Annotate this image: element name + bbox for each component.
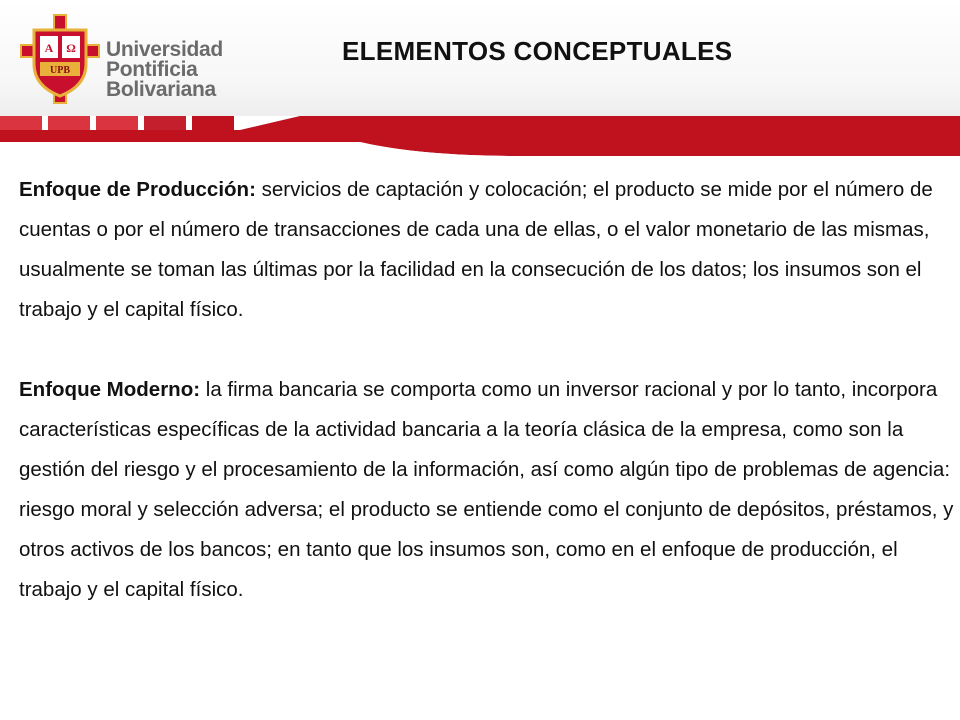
slide-header — [0, 0, 960, 116]
university-name-line-3: Bolivariana — [106, 78, 216, 101]
university-name-line-1: Universidad — [106, 38, 223, 61]
paragraph-enfoque-moderno — [19, 370, 954, 610]
shield-text: UPB — [50, 65, 70, 76]
slide-body — [19, 170, 954, 650]
paragraph-enfoque-produccion — [19, 170, 954, 330]
header-red-band — [0, 116, 960, 156]
term-enfoque-produccion: Enfoque de Producción: — [19, 178, 256, 201]
slide-title: ELEMENTOS CONCEPTUALES — [342, 36, 733, 66]
definition-enfoque-moderno: la firma bancaria se comporta como un inversor racional y por lo tanto, incorpora características específicas de la actividad bancaria a la teoría clásica de la empresa, como son la gestión del riesgo y el procesamiento de la información, así como algún tipo de problemas de agencia: riesgo moral y selección adversa; el producto se entiende como el conjunto de depósitos, préstamos, y otros activos de los bancos; en tanto que los insumos son, como en el enfoque de producción, el trabajo y el capital físico. — [19, 378, 954, 601]
svg-text:A: A — [44, 41, 54, 55]
definition-enfoque-produccion: servicios de captación y colocación; el producto se mide por el número de cuentas o por el número de transacciones de cada una de ellas, o el valor monetario de las mismas, usualmente se toman las últimas por la facilidad en la consecución de los datos; los insumos son el trabajo y el capital físico. — [19, 178, 933, 321]
university-crest-icon — [20, 14, 100, 104]
term-enfoque-moderno: Enfoque Moderno: — [19, 378, 201, 401]
svg-text:Ω: Ω — [66, 41, 76, 55]
university-name-line-2: Pontificia — [106, 58, 198, 81]
university-name — [106, 40, 223, 100]
university-logo — [20, 14, 223, 104]
